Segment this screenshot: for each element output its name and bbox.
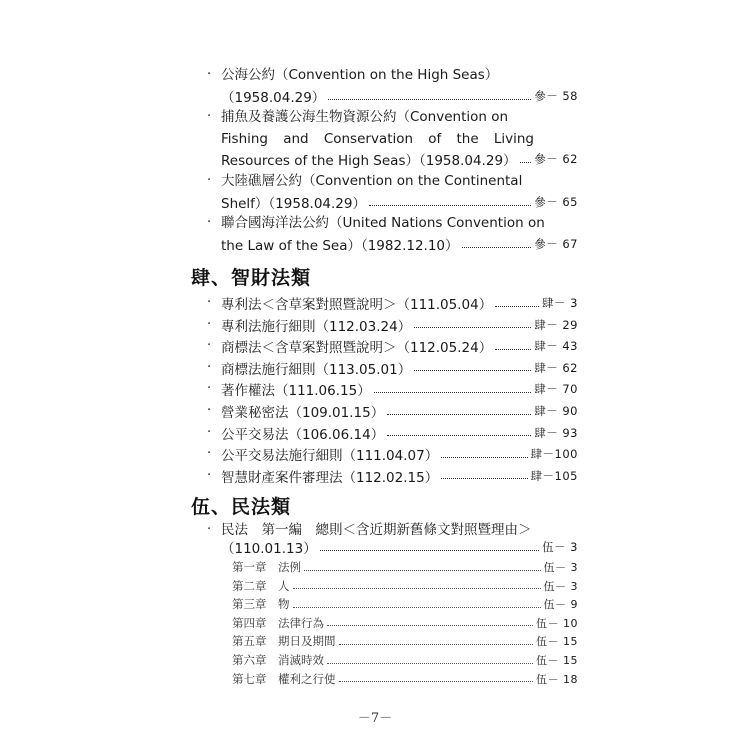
section-heading-civil: 伍、民法類 (191, 496, 292, 518)
toc-entry[interactable] (221, 467, 578, 485)
bullet: ‧ (207, 338, 212, 354)
toc-entry-title-justified (221, 130, 534, 148)
leader-dots (441, 457, 527, 458)
page-ref: 伍－ 10 (536, 616, 578, 630)
leader-dots (339, 644, 534, 645)
leader-dots (495, 306, 539, 307)
toc-entry-title-end: Shelf）（1958.04.29） (221, 196, 366, 212)
leader-dots (369, 205, 531, 206)
bullet: ‧ (207, 446, 212, 462)
page-ref: 肆－100 (530, 447, 578, 462)
toc-entry[interactable] (221, 380, 578, 398)
toc-entry-title: 商標法＜含草案對照暨說明＞（112.05.24） (221, 340, 493, 357)
bullet: ‧ (207, 67, 212, 82)
page-ref: 伍－ 3 (543, 579, 578, 593)
chapter-title: 第二章 人 (232, 578, 290, 593)
leader-dots (462, 247, 532, 248)
leader-dots (328, 99, 531, 100)
page-ref: 參－ 62 (534, 152, 578, 166)
leader-dots (495, 349, 531, 350)
toc-entry[interactable] (221, 87, 578, 105)
toc-entry[interactable] (221, 337, 578, 355)
word: and (283, 131, 309, 147)
bullet: ‧ (207, 381, 212, 397)
toc-entry[interactable] (221, 316, 578, 334)
toc-entry-title: 著作權法（111.06.15） (221, 383, 371, 400)
chapter-title: 第六章 消滅時效 (232, 653, 324, 667)
toc-entry-title-end: （1958.04.29） (221, 90, 326, 106)
leader-dots (374, 392, 531, 393)
leader-dots (414, 327, 531, 328)
page-ref: 肆－ 3 (542, 296, 578, 310)
leader-dots (387, 414, 531, 415)
page-ref: 伍－ 15 (536, 635, 578, 649)
word: Living (493, 131, 534, 147)
bullet: ‧ (207, 424, 212, 440)
chapter-entry[interactable] (232, 595, 578, 613)
chapter-title: 第三章 物 (232, 597, 290, 612)
toc-entry-title: 公平交易法（106.06.14） (221, 426, 385, 443)
page-ref: 參－ 65 (534, 195, 578, 209)
toc-entry-title-end: Resources of the High Seas）（1958.04.29） (221, 153, 517, 169)
toc-entry[interactable] (221, 150, 578, 168)
toc-entry[interactable] (221, 235, 578, 253)
page-ref: 伍－ 3 (542, 540, 578, 554)
toc-entry-title: 公平交易法施行細則（111.04.07） (221, 448, 439, 465)
leader-dots (293, 607, 541, 608)
page-ref: 肆－ 90 (534, 404, 578, 418)
word: Conservation (323, 131, 414, 147)
word: the (456, 131, 479, 147)
page-ref: 參－ 58 (534, 89, 578, 103)
page-ref: 肆－ 43 (534, 339, 578, 354)
toc-entry[interactable] (221, 193, 578, 211)
page-ref: 伍－ 18 (536, 672, 578, 686)
chapter-entry[interactable] (232, 577, 578, 595)
section-heading-ip: 肆、智財法類 (191, 267, 312, 289)
toc-entry-title-end: （110.01.13） (221, 541, 317, 557)
bullet: ‧ (207, 173, 212, 188)
toc-entry[interactable] (221, 538, 578, 556)
chapter-title: 第四章 法律行為 (232, 615, 324, 630)
toc-entry-title: 民法 第一編 總則＜含近期新舊條文對照暨理由＞ (221, 522, 532, 538)
toc-entry-title: 聯合國海洋法公約（United Nations Convention on (221, 215, 545, 231)
page-ref: 肆－ 62 (534, 360, 578, 375)
bullet: ‧ (207, 295, 212, 310)
chapter-title: 第七章 權利之行使 (232, 671, 336, 686)
bullet: ‧ (207, 215, 212, 230)
bullet: ‧ (207, 316, 212, 332)
toc-entry-title: 商標法施行細則（113.05.01） (221, 361, 412, 378)
leader-dots (304, 570, 541, 571)
bullet: ‧ (207, 403, 212, 418)
page-ref: 肆－ 70 (534, 382, 578, 397)
bullet: ‧ (207, 522, 212, 537)
leader-dots (520, 162, 532, 163)
toc-entry-title: 營業秘密法（109.01.15） (221, 405, 385, 421)
leader-dots (441, 478, 527, 479)
toc-entry[interactable] (221, 402, 578, 420)
chapter-entry[interactable] (232, 558, 578, 576)
page-ref: 肆－ 29 (534, 317, 578, 332)
chapter-title: 第一章 法例 (232, 560, 301, 574)
toc-entry[interactable] (221, 424, 578, 442)
toc-entry-title: 專利法施行細則（112.03.24） (221, 318, 412, 335)
bullet: ‧ (207, 359, 212, 375)
leader-dots (293, 588, 541, 589)
chapter-entry[interactable] (232, 632, 578, 650)
toc-entry[interactable] (221, 445, 578, 463)
leader-dots (327, 663, 533, 664)
chapter-entry[interactable] (232, 651, 578, 669)
leader-dots (327, 625, 533, 626)
page-ref: 肆－105 (530, 468, 578, 483)
page-ref: 伍－ 9 (543, 598, 578, 612)
bullet: ‧ (207, 109, 212, 124)
chapter-title: 第五章 期日及期間 (232, 634, 336, 649)
chapter-entry[interactable] (232, 670, 578, 688)
leader-dots (320, 550, 539, 551)
leader-dots (339, 681, 534, 682)
page-ref: 參－ 67 (534, 237, 578, 251)
toc-entry-title: 專利法＜含草案對照暨說明＞（111.05.04） (221, 297, 493, 313)
toc-entry-title: 大陸礁層公約（Convention on the Continental (221, 173, 523, 189)
toc-entry[interactable] (221, 359, 578, 377)
toc-entry-title: 捕魚及養護公海生物資源公約（Convention on (221, 109, 509, 125)
page-ref: 伍－ 3 (543, 561, 578, 574)
word: of (428, 131, 442, 147)
leader-dots (414, 370, 531, 371)
chapter-entry[interactable] (232, 614, 578, 632)
page-ref: 伍－ 15 (536, 654, 578, 667)
toc-entry-title: 智慧財產案件審理法（112.02.15） (221, 469, 439, 486)
word: Fishing (221, 131, 268, 147)
leader-dots (387, 435, 531, 436)
toc-entry-title: 公海公約（Convention on the High Seas） (221, 67, 499, 83)
page-ref: 肆－ 93 (534, 425, 578, 440)
bullet: ‧ (207, 467, 212, 483)
toc-entry[interactable] (221, 294, 578, 312)
toc-entry-title-end: the Law of the Sea）（1982.12.10） (221, 238, 459, 254)
page-number: －7－ (357, 711, 393, 726)
